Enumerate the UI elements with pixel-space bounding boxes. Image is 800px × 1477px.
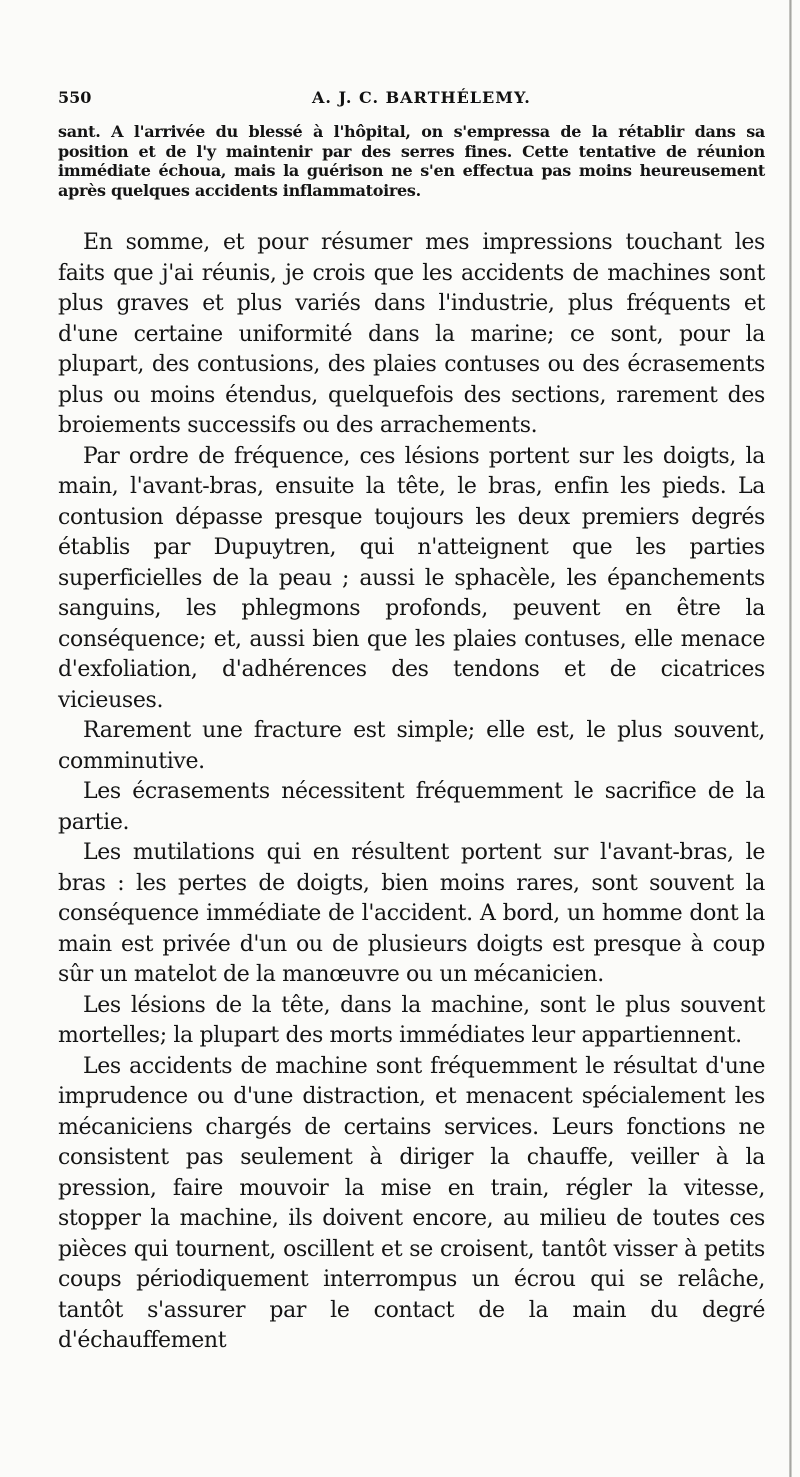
paragraph-continuation: sant. A l'arrivée du blessé à l'hôpital, on s'empressa de la rétablir dans sa position et de l'y maintenir par des serres fines. Cette tentative de réunion immédiate échoua, mais la guérison ne s'en effectua pas moins heureusement après quelques accidents inflammatoires. [58,122,765,200]
paragraph-frequency: Par ordre de fréquence, ces lésions portent sur les doigts, la main, l'avant-bras, ensuite la tête, le bras, enfin les pieds. La contusion dépasse presque toujours les deux premiers degrés établis par Dupuytren, qui n'atteignent que les parties superficielles de la peau ; aussi le sphacèle, les épanchements sanguins, les phlegmons profonds, peuvent en être la conséquence; et, aussi bien que les plaies contuses, elle menace d'exfoliation, d'adhérences des tendons et de cicatrices vicieuses. [58,443,765,713]
paragraph-ecrasements: Les écrasements nécessitent fréquemment le sacrifice de la partie. [58,779,765,835]
paragraph-fracture: Rarement une fracture est simple; elle est, le plus souvent, comminutive. [58,718,765,774]
paragraph-summary: En somme, et pour résumer mes impressions touchant les faits que j'ai réunis, je crois que les accidents de machines sont plus graves et plus variés dans l'industrie, plus fréquents et d'une certaine uniformité dans la marine; ce sont, pour la plupart, des contusions, des plaies contuses ou des écrasements plus ou moins étendus, quelquefois des sections, rarement des broiements successifs ou des arrachements. [58,230,765,438]
running-head-author: A. J. C. BARTHÉLEMY. [312,88,531,107]
body-text [58,122,765,1357]
paragraph-mutilations: Les mutilations qui en résultent portent sur l'avant-bras, le bras : les pertes de doigts, bien moins rares, sont souvent la conséquence immédiate de l'accident. A bord, un homme dont la main est privée d'un ou de plusieurs doigts est presque à coup sûr un matelot de la manœuvre ou un mécanicien. [58,840,765,987]
page-number: 550 [58,88,92,107]
paragraph-lesions-tete: Les lésions de la tête, dans la machine, sont le plus souvent mortelles; la plupart des morts immédiates leur appartiennent. [58,992,765,1048]
paragraph-accidents-machine: Les accidents de machine sont fréquemment le résultat d'une imprudence ou d'une distraction, et menacent spécialement les mécaniciens chargés de certains services. Leurs fonctions ne consistent pas seulement à diriger la chauffe, veiller à la pression, faire mouvoir la mise en train, régler la vitesse, stopper la machine, ils doivent encore, au milieu de toutes ces pièces qui tournent, oscillent et se croisent, tantôt visser à petits coups périodiquement interrompus un écrou qui se relâche, tantôt s'assurer par le contact de la main du degré d'échauffement [58,1053,765,1353]
running-header [58,88,758,112]
page-edge-shadow [789,0,792,1477]
